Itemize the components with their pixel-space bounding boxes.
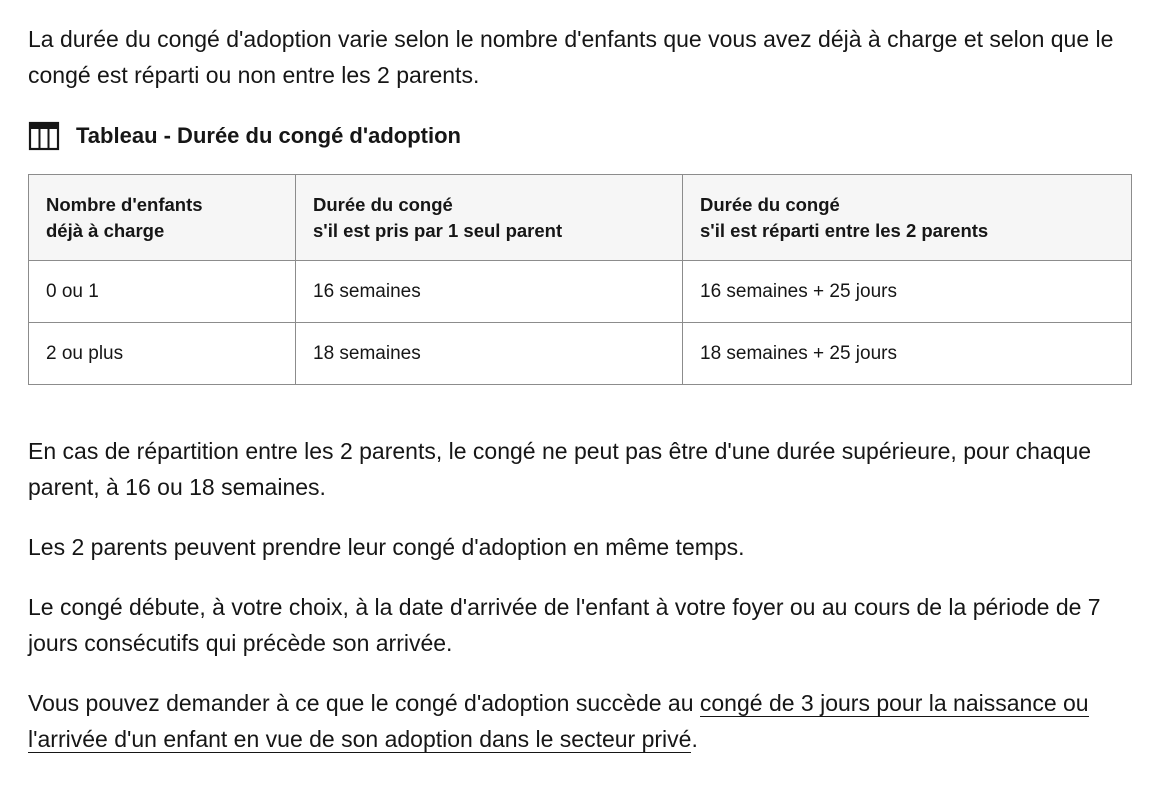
table-cell: 2 ou plus [29,323,296,385]
header-duree-1-parent [296,175,683,261]
table-cell: 16 semaines + 25 jours [683,261,1132,323]
succession-prefix: Vous pouvez demander à ce que le congé d'adoption succède au [28,690,700,716]
table-row [29,261,1132,323]
table-row [29,323,1132,385]
intro-paragraph: La durée du congé d'adoption varie selon le nombre d'enfants que vous avez déjà à charge et selon que le congé est réparti ou non entre les 2 parents. [28,26,1114,88]
meme-temps-paragraph: Les 2 parents peuvent prendre leur congé d'adoption en même temps. [28,534,745,560]
header-nombre-enfants [29,175,296,261]
header-line: Nombre d'enfants [46,193,203,215]
adoption-leave-table [28,174,1132,385]
table-heading [28,118,1134,154]
succession-suffix: . [691,726,698,752]
header-line: s'il est réparti entre les 2 parents [700,219,989,241]
table-cell: 18 semaines + 25 jours [683,323,1132,385]
table-cell: 16 semaines [296,261,683,323]
table-icon [28,121,60,151]
repartition-paragraph: En cas de répartition entre les 2 parents, le congé ne peut pas être d'une durée supérieure, pour chaque parent, à 16 ou 18 semaines. [28,438,1092,500]
table-cell: 0 ou 1 [29,261,296,323]
debut-paragraph: Le congé débute, à votre choix, à la date d'arrivée de l'enfant à votre foyer ou au cours de la période de 7 jours consécutifs qui précède son arrivée. [28,594,1101,656]
conge-3-jours-link[interactable]: congé de 3 jours pour la naissance ou l'arrivée d'un enfant en vue de son adoption dans le secteur privé [28,690,1089,752]
table-title: Tableau - Durée du congé d'adoption [76,123,461,148]
header-line: déjà à charge [46,219,165,241]
header-line: Durée du congé [700,193,840,215]
header-line: Durée du congé [313,193,453,215]
table-cell: 18 semaines [296,323,683,385]
header-line: s'il est pris par 1 seul parent [313,219,563,241]
succession-paragraph [28,685,1134,757]
header-duree-2-parents [683,175,1132,261]
table-header-row [29,175,1132,261]
